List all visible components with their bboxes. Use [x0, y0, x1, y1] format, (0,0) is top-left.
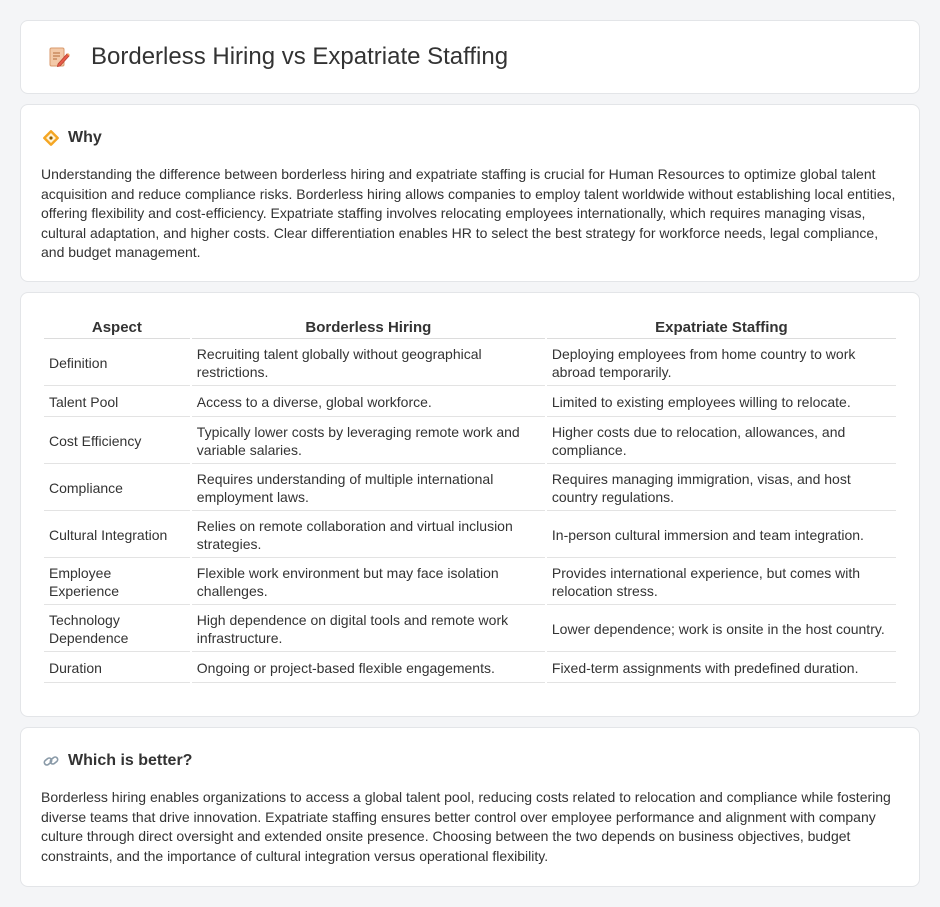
borderless-cell: Requires understanding of multiple international employment laws.	[192, 466, 545, 511]
aspect-cell: Cost Efficiency	[44, 419, 190, 464]
table-row	[44, 607, 896, 652]
borderless-cell: High dependence on digital tools and remote work infrastructure.	[192, 607, 545, 652]
table-row	[44, 513, 896, 558]
borderless-cell: Recruiting talent globally without geographical restrictions.	[192, 341, 545, 386]
comparison-card	[20, 292, 920, 717]
borderless-cell: Ongoing or project-based flexible engagements.	[192, 654, 545, 683]
table-row	[44, 560, 896, 605]
diamond-warning-icon	[42, 129, 60, 147]
why-heading: Why	[68, 129, 102, 146]
why-text: Understanding the difference between borderless hiring and expatriate staffing is crucial for Human Resources to optimize global talent acquisition and reduce compliance risks. Borderless hiring allows companies to employ talent worldwide without establishing local entities, offering flexibility and cost-efficiency. Expatriate staffing involves relocating employees internationally, which requires managing visas, cultural adaptation, and higher costs. Clear differentiation enables HR to select the best strategy for workforce needs, legal compliance, and budget management.	[41, 166, 896, 260]
which-better-card	[20, 727, 920, 887]
expatriate-cell: Deploying employees from home country to work abroad temporarily.	[547, 341, 896, 386]
aspect-cell: Technology Dependence	[44, 607, 190, 652]
table-row	[44, 341, 896, 386]
expatriate-cell: Limited to existing employees willing to relocate.	[547, 388, 896, 417]
aspect-cell: Compliance	[44, 466, 190, 511]
table-row	[44, 654, 896, 683]
expatriate-cell: In-person cultural immersion and team integration.	[547, 513, 896, 558]
which-better-text: Borderless hiring enables organizations to access a global talent pool, reducing costs related to relocation and compliance while fostering diverse teams that drive innovation. Expatriate staffing ensures better control over employee performance and alignment with company culture through direct oversight and extended onsite presence. Choosing between the two depends on business objectives, budget constraints, and the importance of cultural integration versus operational flexibility.	[41, 789, 891, 864]
column-header-borderless: Borderless Hiring	[192, 317, 545, 339]
why-card	[20, 104, 920, 282]
aspect-cell: Talent Pool	[44, 388, 190, 417]
borderless-cell: Relies on remote collaboration and virtual inclusion strategies.	[192, 513, 545, 558]
aspect-cell: Duration	[44, 654, 190, 683]
title-card	[20, 20, 920, 94]
which-better-heading: Which is better?	[68, 752, 193, 769]
aspect-cell: Employee Experience	[44, 560, 190, 605]
table-row	[44, 388, 896, 417]
table-row	[44, 466, 896, 511]
borderless-cell: Access to a diverse, global workforce.	[192, 388, 545, 417]
table-row	[44, 419, 896, 464]
comparison-table	[42, 315, 898, 685]
borderless-cell: Flexible work environment but may face isolation challenges.	[192, 560, 545, 605]
table-header-row	[44, 317, 896, 339]
column-header-expatriate: Expatriate Staffing	[547, 317, 896, 339]
expatriate-cell: Fixed-term assignments with predefined duration.	[547, 654, 896, 683]
link-icon	[42, 752, 60, 770]
expatriate-cell: Provides international experience, but comes with relocation stress.	[547, 560, 896, 605]
aspect-cell: Definition	[44, 341, 190, 386]
aspect-cell: Cultural Integration	[44, 513, 190, 558]
expatriate-cell: Higher costs due to relocation, allowances, and compliance.	[547, 419, 896, 464]
expatriate-cell: Requires managing immigration, visas, and host country regulations.	[547, 466, 896, 511]
column-header-aspect: Aspect	[44, 317, 190, 339]
document-pencil-icon	[47, 45, 71, 69]
expatriate-cell: Lower dependence; work is onsite in the host country.	[547, 607, 896, 652]
borderless-cell: Typically lower costs by leveraging remote work and variable salaries.	[192, 419, 545, 464]
page-title: Borderless Hiring vs Expatriate Staffing	[91, 43, 509, 70]
